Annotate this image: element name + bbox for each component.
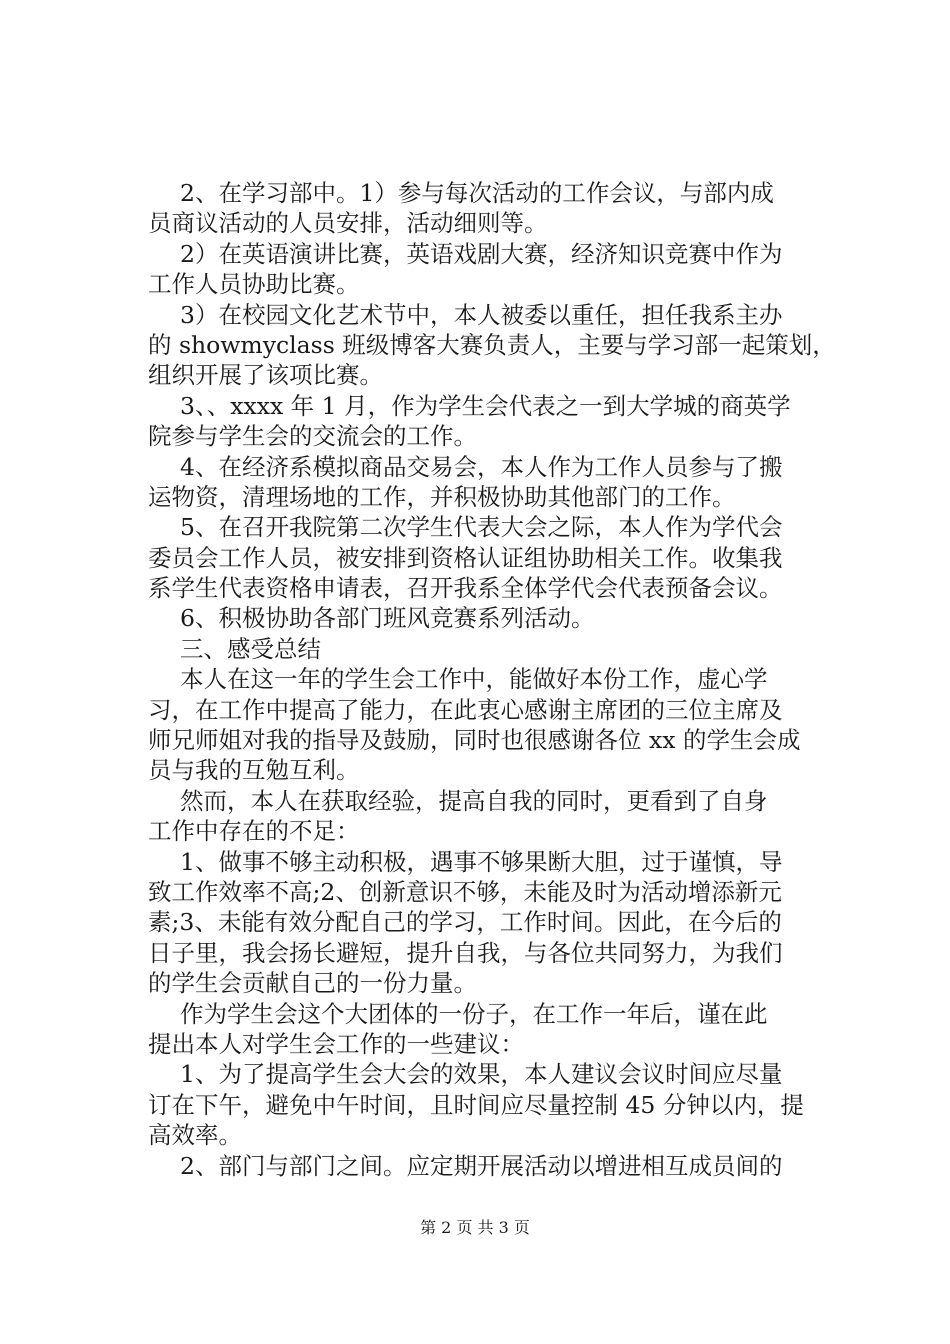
text-line: 1、为了提高学生会大会的效果，本人建议会议时间应尽量 xyxy=(180,1060,783,1089)
page-footer: 第 2 页 共 3 页 xyxy=(420,1218,530,1237)
text-line: 本人在这一年的学生会工作中，能做好本份工作，虚心学 xyxy=(180,665,768,694)
text-line: 运物资，清理场地的工作，并积极协助其他部门的工作。 xyxy=(148,482,736,511)
text-line: 师兄师姐对我的指导及鼓励，同时也很感谢各位 xx 的学生会成 xyxy=(148,726,801,755)
text-line: 习，在工作中提高了能力，在此衷心感谢主席团的三位主席及 xyxy=(148,695,783,724)
text-line: 三、感受总结 xyxy=(180,634,321,663)
document-body xyxy=(148,178,840,1181)
text-line: 院参与学生会的交流会的工作。 xyxy=(148,422,477,451)
text-line: 1、做事不够主动积极，遇事不够果断大胆，过于谨慎，导 xyxy=(180,847,783,876)
text-line: 3）在校园文化艺术节中，本人被委以重任，担任我系主办 xyxy=(180,300,783,329)
text-line: 致工作效率不高;2、创新意识不够，未能及时为活动增添新元 xyxy=(148,877,782,906)
text-line: 然而，本人在获取经验，提高自我的同时，更看到了自身 xyxy=(180,786,768,815)
text-line: 6、积极协助各部门班风竞赛系列活动。 xyxy=(180,604,595,633)
text-line: 日子里，我会扬长避短，提升自我，与各位共同努力，为我们 xyxy=(148,938,783,967)
text-line: 4、在经济系模拟商品交易会，本人作为工作人员参与了搬 xyxy=(180,452,783,481)
text-line: 5、在召开我院第二次学生代表大会之际，本人作为学代会 xyxy=(180,513,783,542)
text-line: 工作人员协助比赛。 xyxy=(148,270,360,299)
text-line: 2）在英语演讲比赛，英语戏剧大赛，经济知识竞赛中作为 xyxy=(180,239,783,268)
text-line: 2、部门与部门之间。应定期开展活动以增进相互成员间的 xyxy=(180,1151,783,1180)
text-line: 高效率。 xyxy=(148,1121,242,1150)
text-line: 2、在学习部中。1）参与每次活动的工作会议，与部内成 xyxy=(180,179,774,207)
text-line: 提出本人对学生会工作的一些建议： xyxy=(148,1029,524,1058)
text-line: 委员会工作人员，被安排到资格认证组协助相关工作。收集我 xyxy=(148,543,783,572)
text-line: 组织开展了该项比赛。 xyxy=(148,361,383,390)
text-line: 的 showmyclass 班级博客大赛负责人，主要与学习部一起策划， xyxy=(148,330,836,359)
text-line: 订在下午，避免中午时间，且时间应尽量控制 45 分钟以内，提 xyxy=(148,1090,804,1119)
text-line: 的学生会贡献自己的一份力量。 xyxy=(148,969,477,998)
text-line: 系学生代表资格申请表，召开我系全体学代会代表预备会议。 xyxy=(148,574,783,603)
text-line: 3、、xxxx 年 1 月，作为学生会代表之一到大学城的商英学 xyxy=(180,391,791,420)
text-line: 员与我的互勉互利。 xyxy=(148,756,360,785)
text-line: 工作中存在的不足： xyxy=(148,817,360,846)
text-line: 作为学生会这个大团体的一份子，在工作一年后，谨在此 xyxy=(180,999,768,1028)
text-line: 素;3、未能有效分配自己的学习，工作时间。因此，在今后的 xyxy=(148,908,782,937)
text-line: 员商议活动的人员安排，活动细则等。 xyxy=(148,209,548,238)
